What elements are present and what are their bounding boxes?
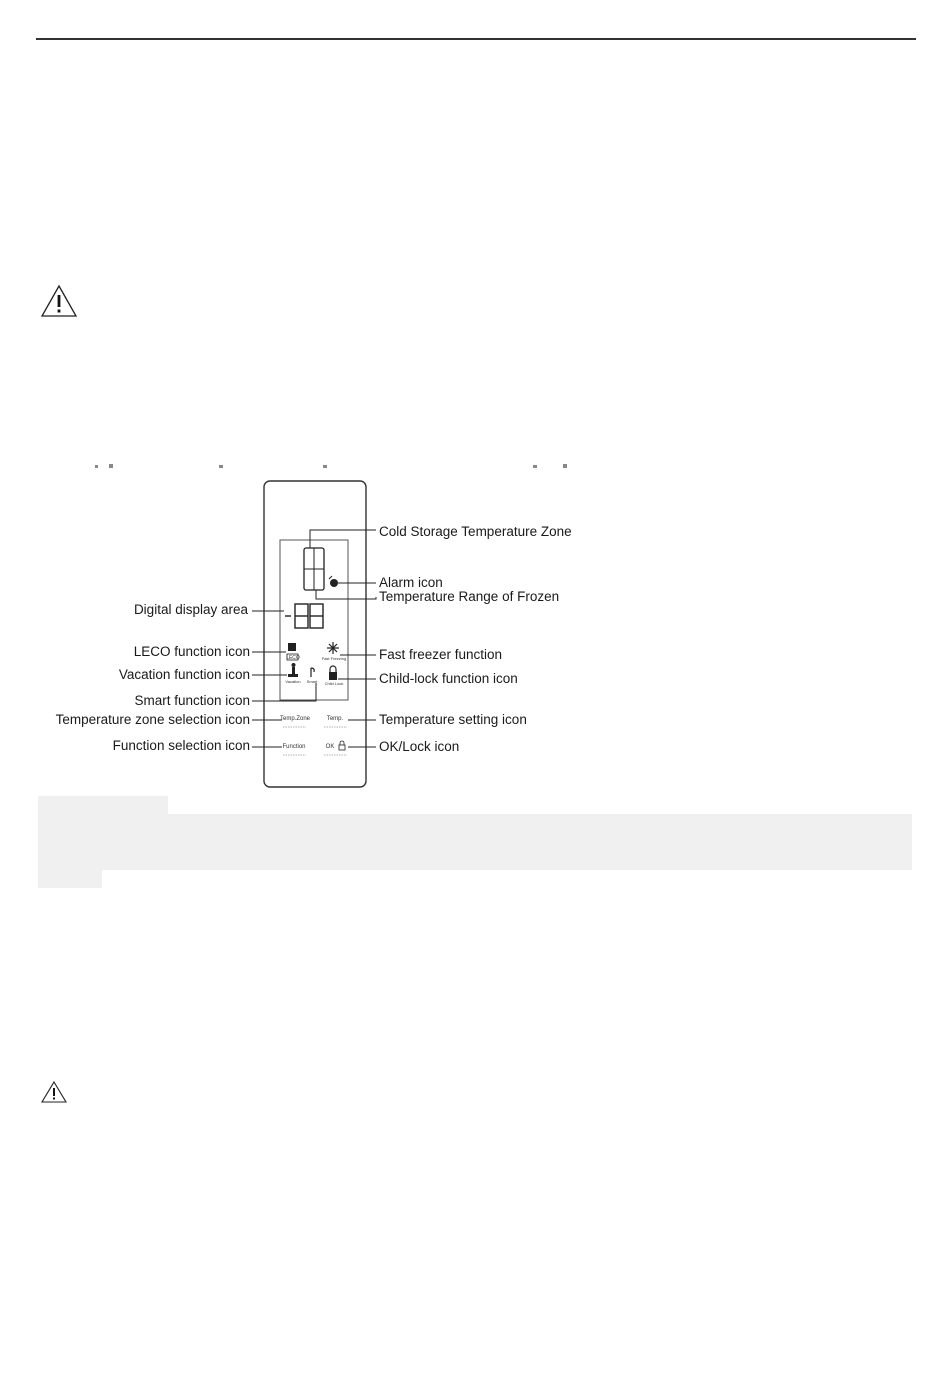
warning-triangle-icon <box>40 284 78 318</box>
label-leco: LECO function icon <box>133 644 250 659</box>
warning-triangle-icon-2 <box>40 1080 68 1104</box>
header-rule <box>36 38 916 40</box>
panel-fast-tag: Fast Freezing <box>321 656 347 661</box>
panel-lock-tag: Child Lock <box>324 681 344 686</box>
ok-button[interactable]: OK <box>325 744 335 750</box>
label-child-lock: Child-lock function icon <box>379 671 518 686</box>
panel-smart-tag: Smart <box>306 679 318 684</box>
label-digital-display: Digital display area <box>133 602 248 617</box>
control-panel-diagram <box>0 460 950 800</box>
label-cold-storage: Cold Storage Temperature Zone <box>379 524 572 539</box>
temp-button[interactable]: Temp. <box>326 716 344 722</box>
panel-leco-tag: LECO <box>286 655 300 661</box>
panel-vacation-tag: Vacation <box>285 679 301 684</box>
label-ok-lock: OK/Lock icon <box>379 739 460 754</box>
label-alarm: Alarm icon <box>379 575 443 590</box>
label-frozen-range: Temperature Range of Frozen <box>379 589 560 604</box>
label-vacation: Vacation function icon <box>118 667 250 682</box>
label-fast-freezer: Fast freezer function <box>379 647 503 662</box>
shaded-band <box>38 814 912 870</box>
label-function-selection: Function selection icon <box>112 738 250 753</box>
label-temp-zone-selection: Temperature zone selection icon <box>55 712 250 727</box>
shaded-band-tab <box>38 796 168 816</box>
label-temp-setting: Temperature setting icon <box>379 712 527 727</box>
label-smart: Smart function icon <box>134 693 250 708</box>
function-button[interactable]: Function <box>282 744 306 750</box>
temp-zone-button[interactable]: Temp.Zone <box>280 716 311 722</box>
shaded-band-tail <box>38 868 102 888</box>
